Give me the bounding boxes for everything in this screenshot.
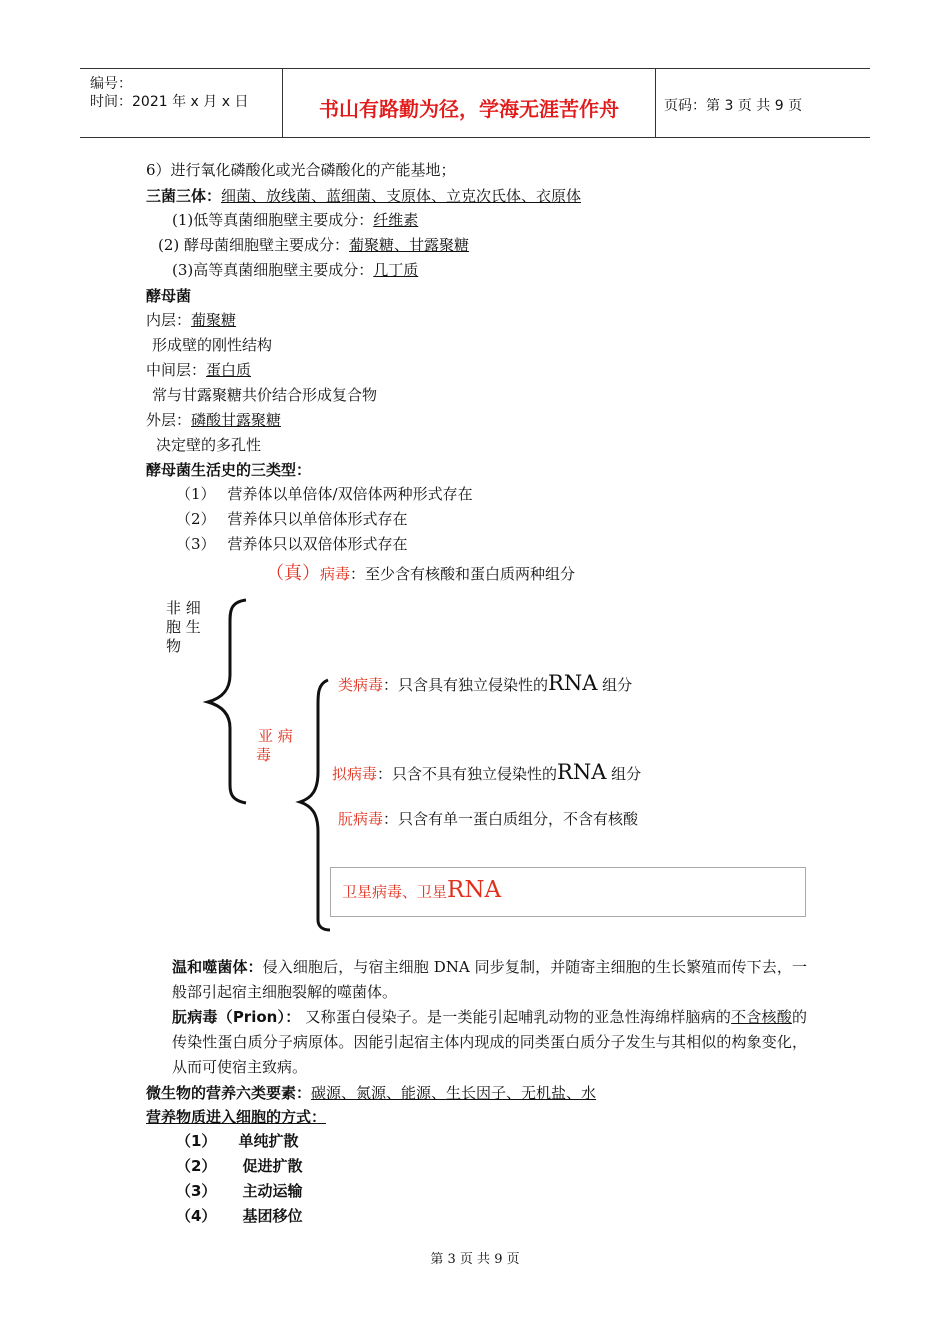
virusoid-rna: RNA [557, 760, 607, 784]
list-text: 主动运输 [242, 1182, 303, 1200]
prion-desc: ：只含有单一蛋白质组分，不含有核酸 [383, 810, 639, 828]
middle-layer-desc: 常与甘露聚糖共价结合形成复合物 [152, 386, 378, 404]
list-text: 营养体以单倍体/双倍体两种形式存在 [227, 485, 473, 503]
middle-layer-label: 中间层： [146, 361, 207, 379]
transport-item [176, 1181, 302, 1201]
header-page-number: 页码：第 3 页 共 9 页 [664, 98, 803, 114]
subvirus-label-b: 毒 [256, 746, 272, 764]
prion-line [338, 809, 638, 829]
viroid-line [338, 670, 632, 698]
nutrition-line [146, 1083, 596, 1103]
viroid-rna: RNA [548, 671, 598, 695]
page-footer: 第 3 页 共 9 页 [430, 1252, 520, 1267]
virusoid-tail: 组分 [606, 765, 642, 783]
yeast-title: 酵母菌 [146, 287, 192, 305]
lower-fungi-value: 纤维素 [373, 211, 419, 229]
middle-layer-value: 蛋白质 [206, 361, 252, 379]
transport-item [176, 1131, 298, 1151]
virus-desc: ：至少含有核酸和蛋白质两种组分 [350, 565, 576, 583]
list-text: 单纯扩散 [238, 1132, 299, 1150]
list-number: （3） [176, 535, 216, 553]
outer-layer-value: 磷酸甘露聚糖 [191, 411, 282, 429]
inner-layer-label: 内层： [146, 311, 192, 329]
doc-date-label: 时间：2021 年 x 月 x 日 [90, 94, 249, 110]
list-number: （4） [176, 1207, 217, 1225]
higher-fungi-label: (3)高等真菌细胞壁主要成分： [172, 261, 374, 279]
list-number: （1） [176, 485, 216, 503]
virusoid-name: 拟病毒 [332, 765, 378, 783]
transport-title: 营养物质进入细胞的方式： [146, 1108, 327, 1126]
noncellular-label-b: 胞 生 [166, 618, 201, 636]
line-energy-base: 6）进行氧化磷酸化或光合磷酸化的产能基地； [146, 161, 456, 179]
yeast-wall-value: 葡聚糖、甘露聚糖 [349, 236, 470, 254]
viroid-name: 类病毒 [338, 676, 384, 694]
satellite-line [342, 876, 501, 906]
list-number: （2） [176, 510, 216, 528]
prion-name: 朊病毒 [338, 810, 384, 828]
temperate-phage-text: 侵入细胞后，与宿主细胞 DNA 同步复制，并随寄主细胞的生长繁殖而传下去，一般部引起宿主细胞裂解的噬菌体。 [172, 958, 807, 1001]
outer-layer-label: 外层： [146, 411, 192, 429]
inner-brace [300, 680, 330, 930]
subvirus-label-a: 亚 病 [258, 727, 293, 745]
list-number: （2） [176, 1157, 217, 1175]
three-bacteria-items: 细菌、放线菌、蓝细菌、支原体、立克次氏体、衣原体 [221, 187, 582, 205]
prion-paragraph [172, 1005, 807, 1080]
temperate-phage-paragraph [172, 955, 807, 1005]
satellite-rna: RNA [447, 877, 502, 903]
noncellular-label-c: 物 [166, 637, 182, 655]
temperate-phage-title: 温和噬菌体： [172, 958, 263, 976]
higher-fungi-value: 几丁质 [373, 261, 419, 279]
virus-paren: （真） [266, 563, 320, 584]
virusoid-line [332, 759, 641, 787]
outer-layer-desc: 决定壁的多孔性 [156, 436, 262, 454]
transport-item [176, 1156, 302, 1176]
list-number: （3） [176, 1182, 217, 1200]
virus-name: 病毒 [320, 565, 351, 583]
nutrition-title: 微生物的营养六类要素： [146, 1084, 312, 1102]
list-number: （1） [176, 1132, 217, 1150]
prion-text-2: 的传染性蛋白质分子病原体。因能引起宿主体内现成的同类蛋白质分子发生与其相似的构象变化，从而可使宿主致病。 [172, 1008, 807, 1076]
three-bacteria-title: 三菌三体： [146, 187, 222, 205]
yeast-wall-label: (2) 酵母菌细胞壁主要成分： [158, 236, 350, 254]
list-text: 营养体只以单倍体形式存在 [227, 510, 408, 528]
satellite-text: 卫星病毒、卫星 [342, 883, 448, 901]
lower-fungi-label: (1)低等真菌细胞壁主要成分： [172, 211, 374, 229]
outer-brace [208, 600, 246, 803]
prion-title: 朊病毒（Prion）： [172, 1008, 301, 1026]
viroid-desc: ：只含具有独立侵染性的 [383, 676, 549, 694]
noncellular-label-a: 非 细 [166, 599, 201, 617]
inner-layer-desc: 形成壁的刚性结构 [152, 336, 273, 354]
list-text: 营养体只以双倍体形式存在 [227, 535, 408, 553]
list-text: 促进扩散 [242, 1157, 303, 1175]
inner-layer-value: 葡聚糖 [191, 311, 237, 329]
header-motto: 书山有路勤为径，学海无涯苦作舟 [319, 97, 619, 121]
virusoid-desc: ：只含不具有独立侵染性的 [377, 765, 558, 783]
doc-code-label: 编号： [90, 76, 132, 92]
viroid-tail: 组分 [597, 676, 633, 694]
prion-underline: 不含核酸 [731, 1008, 792, 1026]
list-text: 基团移位 [242, 1207, 303, 1225]
prion-text-1: 又称蛋白侵染子。是一类能引起哺乳动物的亚急性海绵样脑病的 [300, 1008, 732, 1026]
nutrition-items: 碳源、氮源、能源、生长因子、无机盐、水 [311, 1084, 597, 1102]
transport-item [176, 1206, 302, 1226]
life-cycle-title: 酵母菌生活史的三类型： [146, 461, 312, 479]
